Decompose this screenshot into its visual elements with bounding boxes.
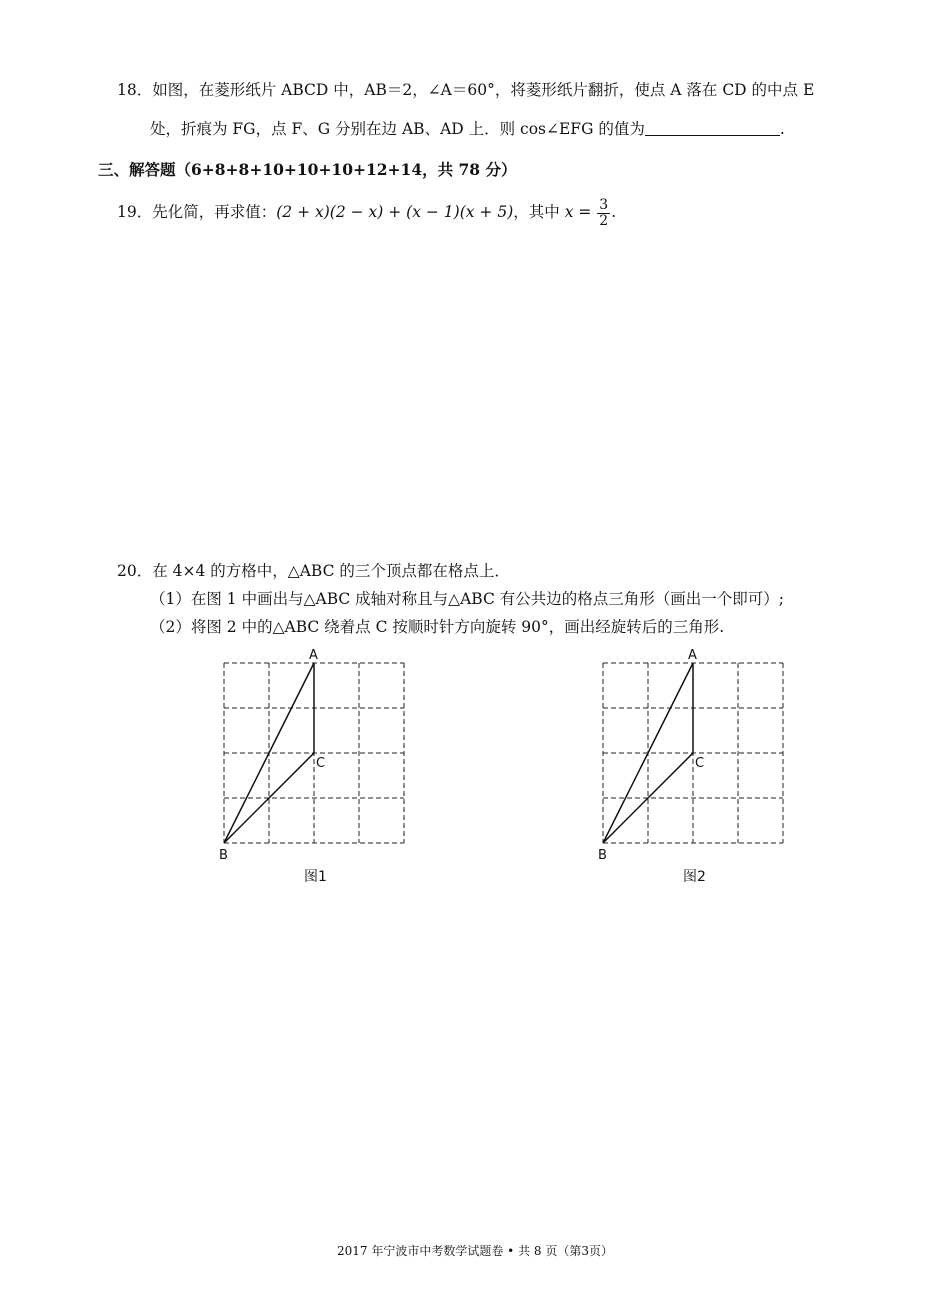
label-b: B xyxy=(598,848,607,863)
q18-end: . xyxy=(779,120,785,138)
q19-line xyxy=(117,198,616,228)
q18-line1 xyxy=(117,83,814,99)
q19-fraction xyxy=(597,198,610,228)
label-a: A xyxy=(309,648,318,663)
q18-number: 18． xyxy=(117,81,153,99)
q18-text-line1: 如图，在菱形纸片 ABCD 中，AB＝2，∠A＝60°，将菱形纸片翻折，使点 A 落在 CD 的中点 E xyxy=(152,81,815,99)
q18-text-line2: 处，折痕为 FG，点 F、G 分别在边 AB、AD 上．则 cos∠EFG 的值为 xyxy=(150,120,645,138)
q19-end: . xyxy=(611,203,617,222)
figure-1-grid[interactable] xyxy=(210,645,410,865)
q19-expression: (2 + x)(2 − x) + (x − 1)(x + 5) xyxy=(276,203,514,222)
q19-prefix: 先化简，再求值： xyxy=(152,203,277,222)
label-b: B xyxy=(219,848,228,863)
q20-part2: （2）将图 2 中的△ABC 绕着点 C 按顺时针方向旋转 90°，画出经旋转后的三角形. xyxy=(150,618,725,636)
label-c: C xyxy=(695,756,705,771)
figure-1-caption: 图1 xyxy=(304,869,327,885)
figure-2-caption: 图2 xyxy=(683,869,706,885)
figure-2-grid[interactable] xyxy=(589,645,789,865)
q19-where: ，其中 xyxy=(513,203,565,222)
q19-frac-num: 3 xyxy=(599,197,609,213)
q18-line2 xyxy=(150,121,785,138)
q20-part1: （1）在图 1 中画出与△ABC 成轴对称且与△ABC 有公共边的格点三角形（画出一个即可）; xyxy=(150,590,784,608)
answer-blank[interactable] xyxy=(645,121,780,136)
q19-number: 19． xyxy=(117,203,153,222)
label-c: C xyxy=(316,756,326,771)
q20-stem-line xyxy=(117,564,510,580)
q20-number: 20． xyxy=(117,562,153,580)
page-footer: 2017 年宁波市中考数学试题卷 • 共 8 页（第3页） xyxy=(337,1244,613,1258)
label-a: A xyxy=(688,648,697,663)
section-3-title: 三、解答题（6+8+8+10+10+10+12+14，共 78 分） xyxy=(98,160,517,179)
q19-frac-den: 2 xyxy=(599,212,609,229)
q20-stem: 在 4×4 的方格中，△ABC 的三个顶点都在格点上． xyxy=(152,562,510,580)
q19-var: x = xyxy=(564,203,592,222)
